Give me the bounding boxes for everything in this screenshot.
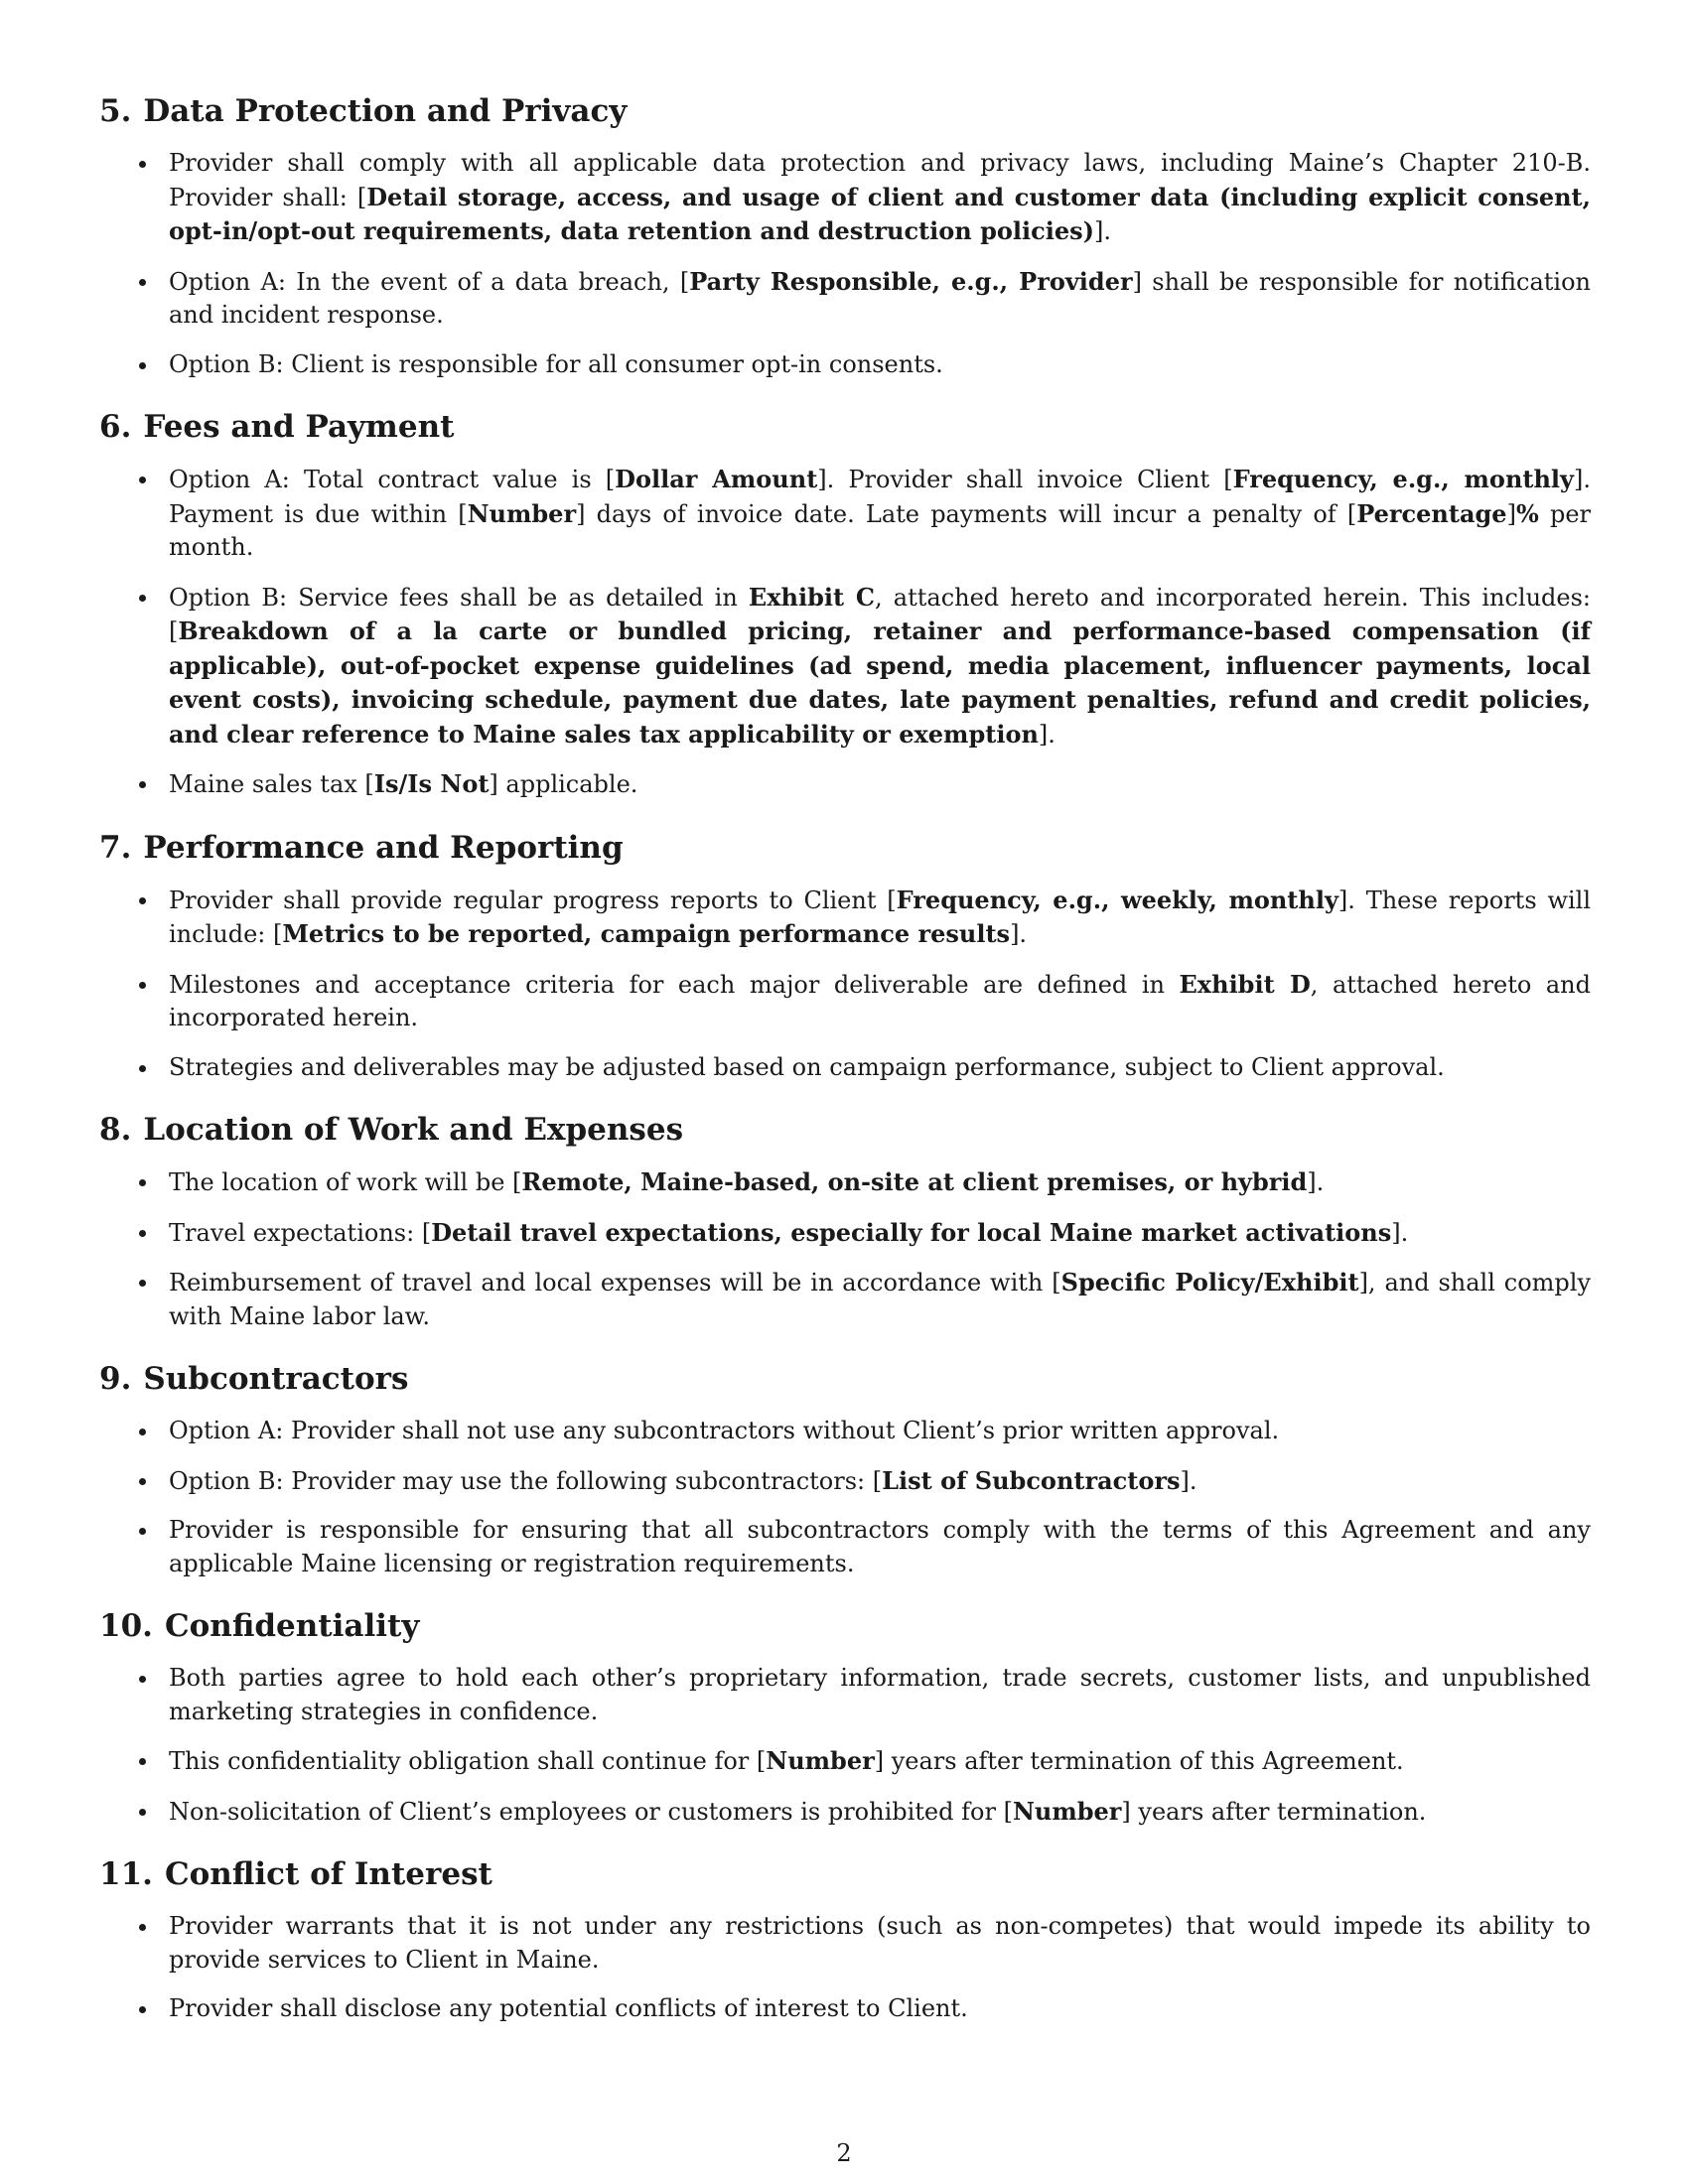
bullet-icon	[139, 1280, 146, 1287]
list-item	[99, 1795, 1591, 1830]
list-item	[99, 348, 1591, 382]
section	[99, 828, 1591, 1085]
placeholder-text: Number	[467, 498, 577, 528]
clause-text: Provider shall disclose any potential conflicts of interest to Client.	[169, 1994, 968, 2022]
section-title: Location of Work and Expenses	[143, 1112, 684, 1148]
bullet-icon	[139, 1065, 146, 1072]
clause-text: Provider is responsible for ensuring that all subcontractors comply with the terms of this Agreement and any applicable Maine licensing or registration requirements.	[169, 1516, 1591, 1577]
placeholder-text: List of Subcontractors	[882, 1465, 1181, 1495]
section-number: 9.	[99, 1361, 132, 1397]
list-item	[99, 147, 1591, 249]
clause-text: The location of work will be [	[169, 1168, 522, 1196]
list-item	[99, 1165, 1591, 1200]
clause-text: Both parties agree to hold each other’s proprietary information, trade secrets, customer lists, and unpublished marketing strategies in confidence.	[169, 1664, 1591, 1725]
section-heading	[99, 828, 1591, 868]
document-body	[99, 91, 1591, 2052]
placeholder-text: Frequency, e.g., monthly	[1232, 465, 1574, 493]
bullet-icon	[139, 1924, 146, 1931]
bullet-icon	[139, 477, 146, 483]
list-item	[99, 1266, 1591, 1333]
clause-text: ] days of invoice date. Late payments will incur a penalty of [	[576, 499, 1357, 528]
placeholder-text: Remote, Maine-based, on-site at client premises, or hybrid	[521, 1167, 1308, 1196]
bullet-icon	[139, 362, 146, 369]
bullet-icon	[139, 1230, 146, 1237]
clause-text: ] years after termination.	[1121, 1797, 1427, 1826]
clause-text: ].	[1093, 217, 1111, 245]
bullet-icon	[139, 1179, 146, 1186]
bullet-icon	[139, 1478, 146, 1485]
bullet-icon	[139, 781, 146, 788]
placeholder-text: %	[1515, 498, 1539, 528]
bullet-icon	[139, 595, 146, 602]
section	[99, 407, 1591, 802]
list-item	[99, 1464, 1591, 1499]
bullet-list	[99, 147, 1591, 381]
clause-text: ].	[1307, 1168, 1325, 1196]
section-title: Performance and Reporting	[143, 829, 624, 866]
placeholder-text: Frequency, e.g., weekly, monthly	[896, 885, 1338, 914]
section-title: Subcontractors	[143, 1361, 409, 1397]
bullet-list	[99, 884, 1591, 1085]
section-title: Confidentiality	[164, 1608, 420, 1644]
clause-text: Strategies and deliverables may be adjusted based on campaign performance, subject to Client approval.	[169, 1052, 1445, 1081]
section	[99, 1606, 1591, 1829]
section-title: Data Protection and Privacy	[143, 93, 628, 129]
section-heading	[99, 1854, 1591, 1894]
list-item	[99, 1992, 1591, 2026]
bullet-list	[99, 1165, 1591, 1333]
clause-text: Provider warrants that it is not under any restrictions (such as non-competes) that would impede its ability to provide services to Client in Maine.	[169, 1912, 1591, 1974]
bullet-list	[99, 1910, 1591, 2026]
list-item	[99, 1662, 1591, 1728]
clause-text: ].	[1038, 720, 1055, 749]
list-item	[99, 1514, 1591, 1580]
list-item	[99, 884, 1591, 952]
bullet-icon	[139, 1809, 146, 1816]
clause-text: ] years after termination of this Agreement.	[874, 1747, 1404, 1775]
list-item	[99, 1910, 1591, 1977]
list-item	[99, 1415, 1591, 1448]
list-item	[99, 1744, 1591, 1779]
placeholder-text: Specific Policy/Exhibit	[1060, 1268, 1359, 1297]
placeholder-text: Is/Is Not	[373, 769, 490, 798]
list-item	[99, 1216, 1591, 1251]
placeholder-text: Exhibit C	[748, 582, 876, 612]
section-title: Fees and Payment	[143, 409, 455, 445]
section-heading	[99, 91, 1591, 131]
placeholder-text: Party Responsible, e.g., Provider	[689, 266, 1133, 296]
clause-text: , attached hereto and incorporated herein.	[169, 970, 1591, 1031]
section-number: 10.	[99, 1608, 153, 1644]
placeholder-text: Percentage	[1356, 498, 1507, 528]
section	[99, 1359, 1591, 1580]
clause-text: ]. Payment is due within [	[169, 466, 1591, 528]
clause-text: Option B: Client is responsible for all consumer opt-in consents.	[169, 349, 943, 378]
bullet-list	[99, 463, 1591, 802]
bullet-list	[99, 1415, 1591, 1580]
bullet-icon	[139, 2006, 146, 2013]
bullet-icon	[139, 897, 146, 904]
clause-text: Non-solicitation of Client’s employees or customers is prohibited for [	[169, 1797, 1013, 1826]
section	[99, 91, 1591, 381]
clause-text: Option B: Provider may use the following subcontractors: [	[169, 1466, 883, 1495]
clause-text: This confidentiality obligation shall continue for [	[169, 1747, 767, 1775]
bullet-icon	[139, 982, 146, 989]
clause-text: Option A: In the event of a data breach, [	[169, 267, 690, 296]
list-item	[99, 968, 1591, 1035]
clause-text: Option A: Provider shall not use any subcontractors without Client’s prior written approval.	[169, 1417, 1280, 1444]
clause-text: ] shall be responsible for notification and incident response.	[169, 267, 1591, 329]
section	[99, 1854, 1591, 2026]
placeholder-text: Number	[1012, 1796, 1122, 1826]
section-heading	[99, 1110, 1591, 1150]
clause-text: ]	[1506, 499, 1516, 528]
page-number: 2	[836, 2139, 852, 2167]
clause-text: Milestones and acceptance criteria for each major deliverable are defined in	[169, 970, 1180, 999]
placeholder-text: Number	[766, 1746, 875, 1775]
bullet-list	[99, 1662, 1591, 1829]
list-item	[99, 1051, 1591, 1085]
clause-text: Provider shall provide regular progress reports to Client [	[169, 886, 897, 914]
placeholder-text: Dollar Amount	[615, 465, 818, 493]
section-heading	[99, 407, 1591, 447]
placeholder-text: Detail storage, access, and usage of client and customer data (including explicit consent, opt-in/opt-out requirements, data retention and destruction policies)	[169, 182, 1591, 245]
section-heading	[99, 1606, 1591, 1646]
section-heading	[99, 1359, 1591, 1399]
section-number: 5.	[99, 93, 132, 129]
bullet-icon	[139, 1429, 146, 1435]
bullet-icon	[139, 161, 146, 168]
placeholder-text: Breakdown of a la carte or bundled pricing, retainer and performance-based compensation (if applicable), out-of-pocket expense guidelines (ad spend, media placement, influencer payments, local event costs), invoicing schedule, payment due dates, late payment penalties, refund and credit policies, and clear reference to Maine sales tax applicability or exemption	[169, 616, 1591, 749]
clause-text: , attached hereto and incorporated herein. This includes: [	[169, 583, 1591, 645]
clause-text: ].	[1180, 1466, 1197, 1495]
list-item	[99, 581, 1591, 752]
clause-text: ]. Provider shall invoice Client [	[817, 466, 1233, 493]
clause-text: Maine sales tax [	[169, 770, 374, 798]
clause-text: Option A: Total contract value is [	[169, 466, 616, 493]
list-item	[99, 265, 1591, 333]
clause-text: ].	[1010, 920, 1028, 948]
clause-text: ] applicable.	[489, 770, 638, 798]
clause-text: Option B: Service fees shall be as detailed in	[169, 583, 749, 612]
placeholder-text: Exhibit D	[1179, 969, 1311, 999]
section-title: Conflict of Interest	[164, 1856, 492, 1892]
section-number: 8.	[99, 1112, 132, 1148]
clause-text: per month.	[169, 499, 1591, 561]
list-item	[99, 767, 1591, 802]
bullet-icon	[139, 279, 146, 286]
placeholder-text: Metrics to be reported, campaign performance results	[282, 919, 1011, 948]
section-number: 6.	[99, 409, 132, 445]
clause-text: Travel expectations: [	[169, 1218, 432, 1247]
bullet-icon	[139, 1758, 146, 1765]
bullet-icon	[139, 1528, 146, 1535]
clause-text: ], and shall comply with Maine labor law.	[169, 1269, 1592, 1330]
section	[99, 1110, 1591, 1333]
clause-text: Provider shall comply with all applicable data protection and privacy laws, including Maine’s Chapter 210-B. Provider shall: [	[169, 149, 1591, 211]
clause-text: Reimbursement of travel and local expenses will be in accordance with [	[169, 1269, 1061, 1297]
bullet-icon	[139, 1676, 146, 1683]
section-number: 11.	[99, 1856, 153, 1892]
clause-text: ].	[1391, 1218, 1409, 1247]
clause-text: ]. These reports will include: [	[169, 886, 1592, 948]
list-item	[99, 463, 1591, 565]
placeholder-text: Detail travel expectations, especially for local Maine market activations	[431, 1217, 1392, 1247]
section-number: 7.	[99, 829, 132, 866]
